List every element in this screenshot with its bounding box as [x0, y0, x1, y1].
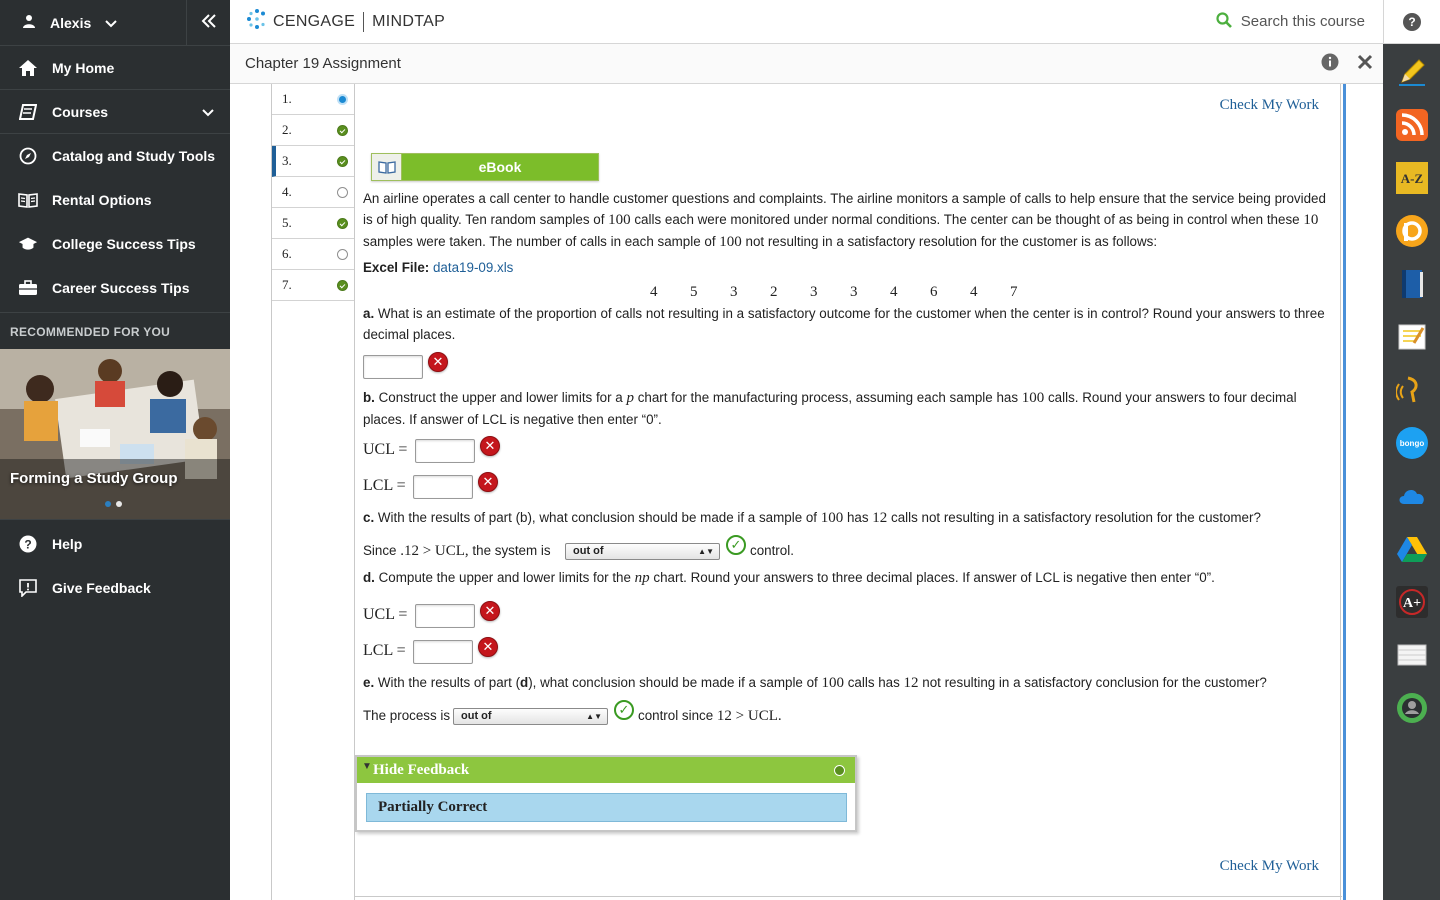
assignment-title: Chapter 19 Assignment	[245, 55, 401, 72]
data-value: 5	[690, 284, 698, 300]
data-value: 3	[810, 284, 818, 300]
question-nav-item[interactable]	[272, 146, 354, 177]
incorrect-icon: ✕	[480, 601, 500, 621]
part-b-prompt	[363, 387, 1331, 430]
recommended-heading: RECOMMENDED FOR YOU	[0, 312, 230, 349]
sidebar-item-label: Rental Options	[52, 192, 152, 208]
excel-file-link[interactable]: data19-09.xls	[432, 260, 514, 275]
part-text: has	[843, 510, 873, 525]
part-d-lcl-label: LCL =	[363, 642, 406, 659]
part-b-lcl-input[interactable]	[413, 475, 473, 499]
user-icon	[22, 14, 36, 31]
carousel-dots	[105, 501, 122, 507]
chevron-down-icon	[202, 104, 214, 120]
sidebar-item-rental-options[interactable]	[0, 178, 230, 222]
aplia-icon[interactable]	[1396, 586, 1428, 618]
promo-title: Forming a Study Group	[10, 470, 178, 487]
question-number: 6.	[282, 246, 292, 261]
sidebar-item-courses[interactable]	[0, 90, 230, 134]
part-d-lcl-input[interactable]	[413, 640, 473, 664]
sidebar-bottom-nav	[0, 519, 230, 610]
home-icon	[18, 58, 38, 78]
part-text: chart for the manufacturing process, assuming each sample has	[633, 390, 1022, 405]
question-number: 7.	[282, 277, 292, 292]
status-partial-icon	[337, 156, 348, 167]
app-dock	[1383, 0, 1440, 900]
incorrect-icon: ✕	[428, 352, 448, 372]
google-drive-icon[interactable]	[1396, 533, 1428, 565]
cengage-logo-icon	[246, 8, 268, 35]
question-number: 5.	[282, 215, 292, 230]
user-name: Alexis	[50, 14, 92, 31]
part-c-answer-end: control.	[750, 543, 794, 558]
part-text: Since	[363, 543, 401, 558]
part-letter: e.	[363, 675, 375, 690]
part-b-lcl-label: LCL =	[363, 477, 406, 494]
status-empty-icon	[337, 187, 348, 198]
part-text: chart. Round your answers to three decimal places. If answer of LCL is negative then enter “0”.	[649, 570, 1215, 585]
sidebar-item-label: Give Feedback	[52, 580, 151, 596]
panel-bottom-divider	[355, 896, 1342, 897]
part-expression: 12 > UCL.	[716, 708, 782, 724]
triangle-down-icon: ▼	[362, 761, 372, 772]
double-chevron-left-icon	[201, 11, 217, 34]
select-value: out of	[461, 710, 492, 722]
part-text: With the results of part (b), what conclusion should be made if a sample of	[374, 510, 821, 525]
bongo-icon[interactable]	[1396, 427, 1428, 459]
open-book-icon	[18, 190, 38, 210]
feedback-panel	[355, 755, 857, 832]
part-e-conclusion-select[interactable]	[453, 708, 608, 725]
feedback-result: Partially Correct	[366, 793, 847, 822]
carousel-dot[interactable]	[105, 501, 111, 507]
sidebar	[0, 0, 230, 900]
sidebar-item-label: College Success Tips	[52, 236, 196, 252]
data-value: 4	[650, 284, 658, 300]
data-value: 3	[730, 284, 738, 300]
part-c-prompt	[363, 507, 1331, 529]
pencil-icon[interactable]	[1396, 56, 1428, 88]
select-arrows-icon: ▲▼	[586, 712, 602, 721]
data-value: 6	[930, 284, 938, 300]
sidebar-item-label: Help	[52, 536, 83, 552]
assignment-title-bar	[230, 44, 1383, 84]
part-variable: np	[634, 570, 650, 586]
sidebar-item-catalog[interactable]	[0, 134, 230, 178]
excel-file-row	[363, 257, 1331, 278]
incorrect-icon: ✕	[478, 472, 498, 492]
assignment-content	[230, 84, 1383, 900]
promo-card[interactable]	[0, 349, 230, 519]
briefcase-icon	[18, 278, 38, 298]
sample-data-row	[650, 284, 1050, 301]
glossary-a-z-icon[interactable]	[1396, 162, 1428, 194]
sidebar-item-help[interactable]	[0, 522, 230, 566]
part-variable: p	[626, 390, 634, 406]
part-e-answer-lead: The process is	[363, 708, 451, 723]
part-c-conclusion-select[interactable]	[565, 543, 720, 560]
status-partial-icon	[834, 765, 845, 776]
part-number: 100	[820, 510, 844, 526]
question-nav-item[interactable]	[272, 239, 354, 270]
part-text: Compute the upper and lower limits for the	[374, 570, 635, 585]
part-e-answer-end	[638, 705, 1038, 727]
part-letter: a.	[363, 306, 375, 321]
correct-icon: ✓	[726, 535, 746, 555]
correct-icon: ✓	[614, 700, 634, 720]
hide-feedback-toggle[interactable]	[357, 757, 855, 783]
intro-number: 100	[719, 234, 742, 250]
profile-ring-icon[interactable]	[1396, 692, 1428, 724]
open-book-icon	[372, 154, 402, 180]
data-value: 4	[970, 284, 978, 300]
question-number: 1.	[282, 91, 292, 106]
rss-icon[interactable]	[1396, 109, 1428, 141]
select-value: out of	[573, 545, 604, 557]
part-expression: .12 > UCL,	[400, 543, 469, 559]
title-actions	[1321, 53, 1373, 75]
part-letter: d.	[363, 570, 375, 585]
question-panel	[354, 84, 1341, 900]
intro-number: 100	[608, 212, 631, 228]
part-text: control since	[638, 708, 717, 723]
part-text: ), what conclusion should be made if a sample of	[528, 675, 822, 690]
part-b-ucl-input[interactable]	[415, 439, 475, 463]
incorrect-icon: ✕	[478, 637, 498, 657]
ebook-label: eBook	[402, 154, 598, 180]
intro-text: not resulting in a satisfactory resolution for the customer is as follows:	[741, 234, 1158, 249]
readspeaker-icon[interactable]	[1396, 374, 1428, 406]
chevron-down-icon	[105, 15, 117, 31]
notes-icon[interactable]	[1396, 321, 1428, 353]
part-text: With the results of part (	[374, 675, 521, 690]
part-text: Construct the upper and lower limits for a	[374, 390, 627, 405]
incorrect-icon: ✕	[480, 436, 500, 456]
part-text: What is an estimate of the proportion of calls not resulting in a satisfactory outcome for the customer when the center is in control? Round your answers to three decimal places.	[363, 306, 1325, 342]
question-nav-item[interactable]	[272, 270, 354, 301]
sidebar-item-career-success[interactable]	[0, 266, 230, 310]
data-value: 3	[850, 284, 858, 300]
search-icon	[1216, 12, 1232, 32]
part-text: calls. Round your answers to four decimal places. If answer of LCL is negative then enter “0”.	[363, 390, 1297, 427]
intro-number: 10	[1303, 212, 1319, 228]
part-a-prompt	[363, 303, 1331, 345]
part-number: 12	[903, 675, 919, 691]
help-icon	[18, 534, 38, 554]
ebook-button[interactable]	[371, 153, 599, 181]
part-d-ucl-input[interactable]	[415, 604, 475, 628]
question-nav-item[interactable]	[272, 115, 354, 146]
user-row	[0, 0, 230, 46]
search-placeholder: Search this course	[1240, 13, 1365, 30]
promo-image	[0, 349, 230, 519]
svg-text:bongo: bongo	[1399, 439, 1425, 448]
part-text: d	[520, 675, 529, 690]
status-current-icon	[337, 94, 348, 105]
close-icon[interactable]	[1357, 54, 1373, 74]
check-my-work-link-bottom[interactable]: Check My Work	[1219, 858, 1319, 874]
select-arrows-icon: ▲▼	[698, 547, 714, 556]
collapse-sidebar-button[interactable]	[186, 0, 230, 45]
svg-text:A-Z: A-Z	[1400, 171, 1424, 186]
help-cell	[1383, 0, 1440, 44]
notebook-icon[interactable]	[1396, 639, 1428, 671]
question-number: 3.	[282, 153, 292, 168]
info-icon[interactable]	[1321, 53, 1339, 75]
excel-file-label: Excel File:	[363, 260, 430, 275]
svg-text:A+: A+	[1402, 596, 1422, 611]
sidebar-item-label: Career Success Tips	[52, 280, 190, 296]
question-navigator	[271, 84, 355, 900]
part-text: calls has	[844, 675, 904, 690]
intro-text: samples were taken. The number of calls in each sample of	[363, 234, 720, 249]
flashcard-app-icon[interactable]	[1396, 215, 1428, 247]
status-empty-icon	[337, 249, 348, 260]
course-search[interactable]	[1216, 12, 1365, 32]
cengage-logo[interactable]	[246, 8, 445, 35]
part-number: 100	[1021, 390, 1045, 406]
part-d-ucl-label: UCL =	[363, 606, 408, 623]
help-icon[interactable]: ?	[1403, 13, 1421, 31]
part-letter: c.	[363, 510, 375, 525]
status-partial-icon	[337, 125, 348, 136]
part-number: 12	[872, 510, 888, 526]
carousel-dot[interactable]	[116, 501, 122, 507]
status-partial-icon	[337, 280, 348, 291]
user-menu-button[interactable]	[0, 0, 186, 45]
question-intro	[363, 188, 1331, 253]
part-b-ucl-label: UCL =	[363, 441, 408, 458]
question-nav-item[interactable]	[272, 177, 354, 208]
onedrive-cloud-icon[interactable]	[1396, 480, 1428, 512]
sidebar-item-label: My Home	[52, 59, 115, 76]
svg-text:?: ?	[24, 537, 32, 552]
data-value: 4	[890, 284, 898, 300]
sidebar-item-college-success[interactable]	[0, 222, 230, 266]
compass-icon	[18, 146, 38, 166]
part-e-prompt	[363, 672, 1331, 694]
brand-cengage: CENGAGE	[273, 12, 356, 30]
question-nav-item[interactable]	[272, 84, 354, 115]
intro-text: calls each were monitored under normal conditions. The center can be thought of as being in control when these	[630, 212, 1304, 227]
book-icon	[18, 102, 38, 122]
question-nav-item[interactable]	[272, 208, 354, 239]
part-a-answer-input[interactable]	[363, 355, 423, 379]
feedback-toggle-label: Hide Feedback	[373, 761, 470, 778]
sidebar-item-give-feedback[interactable]	[0, 566, 230, 610]
sidebar-item-label: Courses	[52, 103, 109, 120]
brand-mindtap: MINDTAP	[372, 12, 446, 30]
top-bar	[230, 0, 1383, 44]
question-number: 2.	[282, 122, 292, 137]
part-d-prompt	[363, 567, 1331, 589]
brand-divider	[363, 12, 364, 32]
status-partial-icon	[337, 218, 348, 229]
sidebar-item-label: Catalog and Study Tools	[52, 148, 216, 164]
part-text: the system is	[468, 543, 551, 558]
check-my-work-link[interactable]: Check My Work	[1219, 97, 1319, 113]
data-value: 2	[770, 284, 778, 300]
question-number: 4.	[282, 184, 292, 199]
feedback-icon	[18, 578, 38, 598]
data-value: 7	[1010, 284, 1018, 300]
intro-text: An airline operates a call center to handle customer questions and complaints. The airline monitors a sample of calls to help ensure that the service being provided is of high quality. Ten random samples of	[363, 191, 1326, 227]
part-letter: b.	[363, 390, 375, 405]
part-text: calls not resulting in a satisfactory resolution for the customer?	[887, 510, 1261, 525]
ebook-app-icon[interactable]	[1396, 268, 1428, 300]
content-scrollbar[interactable]	[1343, 84, 1346, 900]
sidebar-item-my-home[interactable]	[0, 46, 230, 90]
part-number: 100	[821, 675, 844, 691]
part-text: not resulting in a satisfactory conclusion for the customer?	[918, 675, 1267, 690]
graduation-cap-icon	[18, 234, 38, 254]
